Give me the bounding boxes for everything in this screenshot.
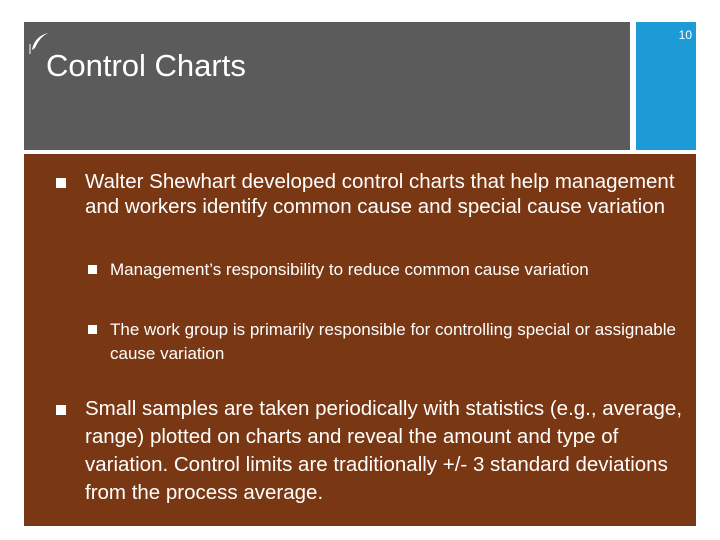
slide-number: 10 <box>678 28 692 42</box>
sub-bullet-text: The work group is primarily responsible for controlling special or assignable cause variation <box>110 320 676 363</box>
square-bullet-icon <box>56 178 66 188</box>
sub-bullet-text: Management’s responsibility to reduce common cause variation <box>110 260 589 279</box>
bullet-text: Walter Shewhart developed control charts that help management and workers identify common cause and special cause variation <box>85 170 675 218</box>
square-bullet-icon <box>88 325 97 334</box>
bullet-item <box>60 169 690 219</box>
square-bullet-icon <box>88 265 97 274</box>
sub-bullet-item <box>92 258 692 282</box>
content-panel <box>24 154 696 526</box>
title-band <box>24 22 630 150</box>
square-bullet-icon <box>56 405 66 415</box>
sub-bullet-item <box>92 318 692 366</box>
slide-title: Control Charts <box>46 48 246 83</box>
bullet-text: Small samples are taken periodically with statistics (e.g., average, range) plotted on charts and reveal the amount and type of variation. Control limits are traditionally +/- 3 standard deviations from the process average. <box>85 397 683 504</box>
bullet-item <box>60 395 690 507</box>
